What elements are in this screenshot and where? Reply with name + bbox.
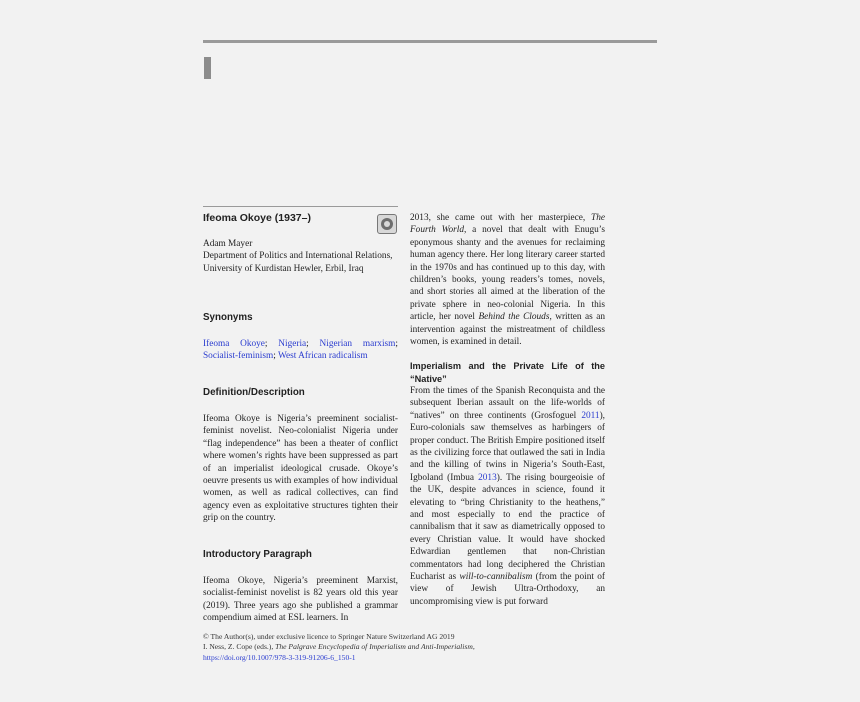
crossmark-icon[interactable] <box>377 214 397 234</box>
synonyms-list: Ifeoma Okoye; Nigeria; Nigerian marxism; Socialist-feminism; West African radicalism <box>203 339 398 362</box>
book-title: Behind the Clouds <box>478 312 550 323</box>
synonym-link[interactable]: Nigeria <box>278 339 307 349</box>
imperialism-heading: Imperialism and the Private Life of the “Native” <box>410 361 605 384</box>
intro-heading: Introductory Paragraph <box>203 549 312 560</box>
encyclopedia-title: The Palgrave Encyclopedia of Imperialism and Anti-Imperialism <box>275 642 473 652</box>
citation-line: I. Ness, Z. Cope (eds.), The Palgrave Encyclopedia of Imperialism and Anti-Imperialism, <box>203 642 475 652</box>
synonym-link[interactable]: West African radicalism <box>278 351 368 362</box>
synonym-link[interactable]: Ifeoma Okoye <box>203 339 265 349</box>
right-paragraph-2: From the times of the Spanish Reconquista and the subsequent Iberian assault on the life-worlds of “natives” on three continents (Grosfoguel 2011), Euro-colonials saw themselves as harbingers of proper conduct. The British Empire positioned itself as the civilizing force that outlawed the sati in India and the killing of twins in Nigeria’s South-East, Igboland (Imbua 2013). The rising bourgeoisie of the UK, despite advances in science, found it elevating to “bring Christianity to the heathens,” and most especially to end the practice of cannibalism that it saw as diametrically opposed to every Christian value. It would have shocked Edwardian gentlemen that non-Christian commentators had long deciphered the Christian Eucharist as will-to-cannibalism (from the point of view of Jewish Ultra-Orthodoxy, an uncompromising view is put forward <box>410 385 605 607</box>
intro-text: Ifeoma Okoye, Nigeria’s preeminent Marxist, socialist-feminist novelist is 82 years old this year (2019). Three years ago she published a grammar compendium aimed at ESL learners. In <box>203 576 398 624</box>
author-block <box>203 238 398 275</box>
definition-heading: Definition/Description <box>203 387 305 398</box>
copyright-line: © The Author(s), under exclusive licence to Springer Nature Switzerland AG 2019 <box>203 632 455 641</box>
author-name: Adam Mayer <box>203 239 253 249</box>
synonyms-heading: Synonyms <box>203 312 253 323</box>
citation-link[interactable]: 2013 <box>478 472 497 483</box>
chapter-mark <box>204 57 211 79</box>
synonym-link[interactable]: Nigerian marxism <box>319 339 396 349</box>
citation-link[interactable]: 2011 <box>581 410 600 421</box>
entry-rule <box>203 206 398 207</box>
book-title: The Fourth World <box>410 213 605 236</box>
synonym-link[interactable]: Socialist-feminism <box>203 351 274 362</box>
emphasis: will-to-cannibalism <box>459 571 533 582</box>
doi-link[interactable]: https://doi.org/10.1007/978-3-319-91206-6_150-1 <box>203 652 356 662</box>
definition-text: Ifeoma Okoye is Nigeria’s preeminent socialist-feminist novelist. Neo-colonialist Nigeria under “flag independence” has been a theater of conflict where women’s rights have been suppressed as part of an imperialist ideological crusade. Okoye’s oeuvre presents us with examples of how individual women, as well as radical collectives, can find agency even as exploitative structures tighten their grip on the country. <box>203 414 398 524</box>
author-affiliation: Department of Politics and International Relations, University of Kurdistan Hewler, Erbil, Iraq <box>203 251 393 274</box>
entry-title: Ifeoma Okoye (1937–) <box>203 212 311 224</box>
right-paragraph-1: 2013, she came out with her masterpiece, The Fourth World, a novel that dealt with Enugu’s eponymous shanty and the avenues for reclaiming human agency there. Her long literary career started in the 1970s and has continued up to this day, with children’s books, young readers’s tomes, novels, and short stories all aimed at the liberation of the private sphere in neo-colonial Nigeria. In this article, her novel Behind the Clouds, written as an intervention against the mistreatment of childless women, is examined in detail. <box>410 213 606 348</box>
right-column <box>410 212 605 608</box>
top-rule <box>203 40 657 43</box>
page-footer <box>203 632 623 663</box>
